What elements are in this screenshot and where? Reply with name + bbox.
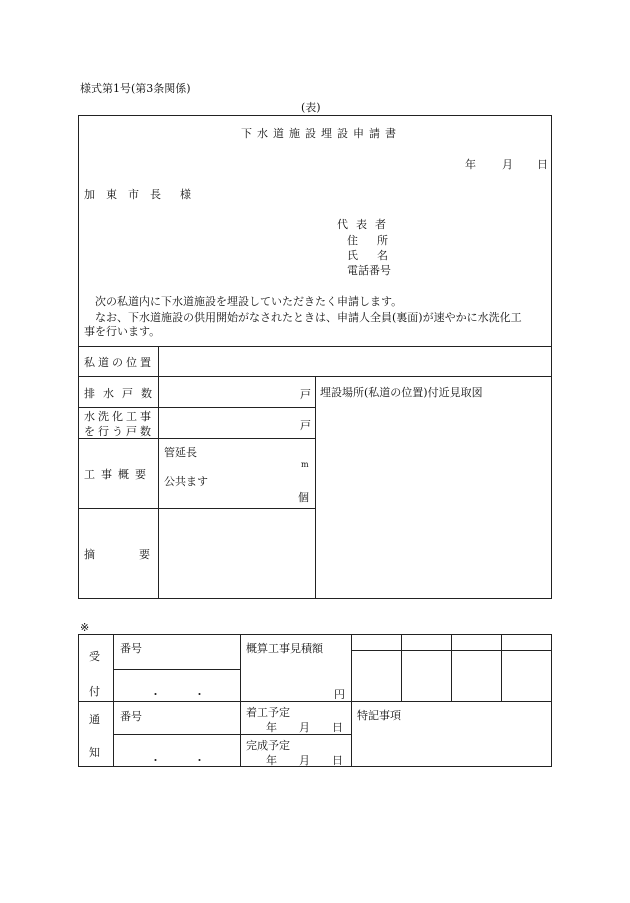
remarks-label: 摘要 (84, 548, 194, 561)
body-line-1: 次の私道内に下水道施設を埋設していただきたく申請します。 (95, 295, 403, 308)
receipt-char-2: 付 (89, 685, 100, 698)
special-notes-label: 特記事項 (357, 709, 401, 722)
applicant-name: 氏名 (347, 249, 407, 262)
notice-char-1: 通 (89, 713, 100, 726)
notice-char-2: 知 (89, 746, 100, 759)
divider (113, 669, 240, 670)
location-label: 私道の位置 (84, 356, 154, 369)
form-number: 様式第1号(第3条関係) (80, 82, 191, 95)
divider (113, 734, 240, 735)
yen-unit: 円 (334, 688, 345, 701)
body-line-2: なお、下水道施設の供用開始がなされたときは、申請人全員(裏面)が速やかに水洗化工 (95, 311, 522, 324)
addressee-honorific: 様 (180, 188, 191, 201)
notice-number-label: 番号 (120, 710, 142, 723)
flush-label-line-2: を行う戸数 (84, 425, 154, 438)
applicant-representative: 代表者 (337, 218, 394, 231)
divider (451, 634, 452, 701)
work-summary-label: 工事概要 (84, 468, 152, 481)
office-use-mark: ※ (80, 621, 90, 634)
start-planned-label: 着工予定 (246, 706, 290, 719)
receipt-date-dots: ・ ・ (150, 688, 205, 701)
flush-label-line-1: 水洗化工事 (84, 410, 154, 423)
notice-date-dots: ・ ・ (150, 754, 205, 767)
date-day: 日 (537, 158, 548, 171)
side-label: (表) (301, 101, 321, 114)
drain-households-label: 排水戸数 (84, 387, 160, 400)
public-basin-label: 公共ます (164, 475, 208, 488)
pipe-length-label: 管延長 (164, 446, 197, 459)
divider (351, 634, 352, 767)
form-title: 下水道施設埋設申請書 (241, 127, 401, 140)
applicant-phone: 電話番号 (347, 264, 391, 277)
receipt-char-1: 受 (89, 650, 100, 663)
date-year: 年 (465, 158, 476, 171)
unit-ko: 戸 (300, 419, 311, 432)
receipt-number-label: 番号 (120, 642, 142, 655)
divider (78, 508, 316, 509)
divider (401, 634, 402, 701)
date-month: 月 (502, 158, 513, 171)
completion-planned-label: 完成予定 (246, 739, 290, 752)
divider (78, 346, 552, 347)
map-label: 埋設場所(私道の位置)付近見取図 (320, 386, 483, 399)
unit-m: m (301, 460, 309, 469)
body-line-3: 事を行います。 (84, 325, 161, 338)
divider (113, 634, 114, 767)
divider (240, 634, 241, 767)
addressee-city: 加東市長 (84, 188, 172, 201)
applicant-address: 住所 (347, 234, 407, 247)
estimate-label: 概算工事見積額 (246, 642, 323, 655)
divider (315, 376, 316, 599)
start-planned-date: 年 月 日 (266, 721, 343, 734)
unit-ko: 戸 (300, 388, 311, 401)
unit-count: 個 (298, 491, 309, 504)
completion-planned-date: 年 月 日 (266, 754, 343, 767)
divider (501, 634, 502, 701)
